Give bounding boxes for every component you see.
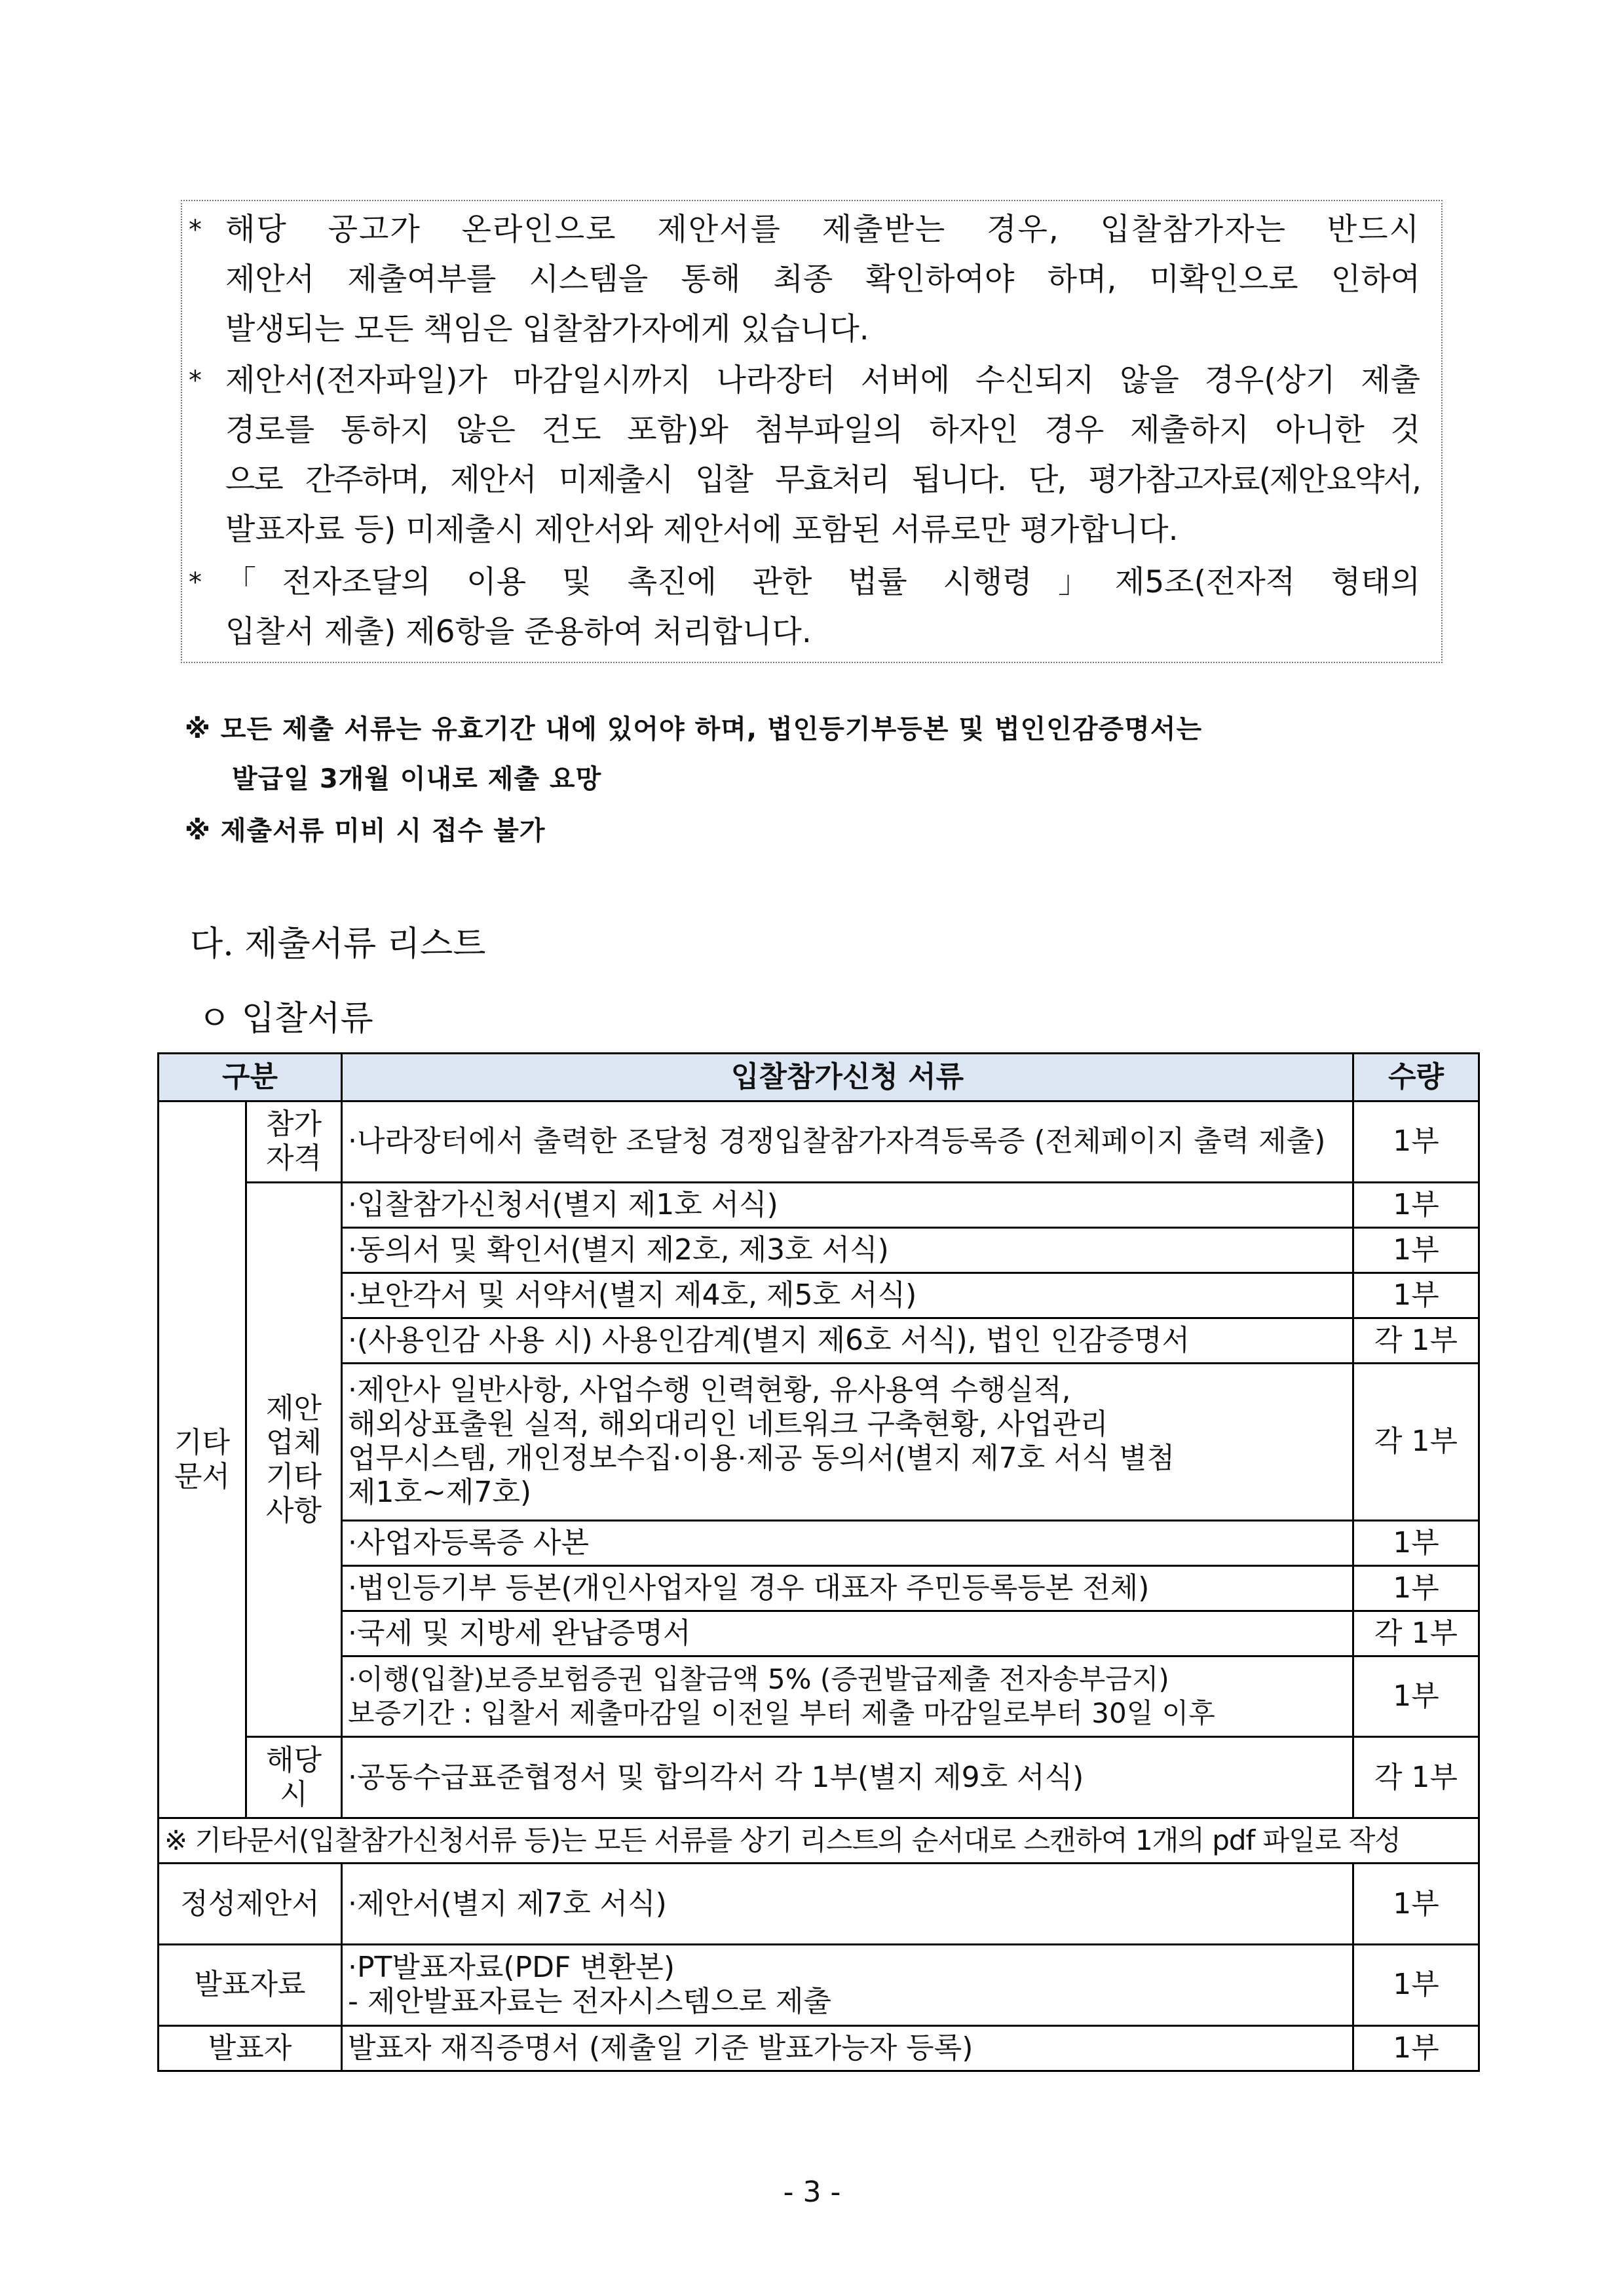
- sub-label-applicable: 해당 시: [246, 1737, 342, 1818]
- sub-label-company: 제안 업체 기타 사항: [246, 1182, 342, 1736]
- note-item: [189, 205, 1420, 354]
- table-row: [159, 1945, 1479, 2026]
- doc-cell: ·나라장터에서 출력한 조달청 경쟁입찰참가자격등록증 (전체페이지 출력 제출): [342, 1101, 1353, 1183]
- note-line: 발생되는 모든 책임은 입찰참가자에게 있습니다.: [225, 311, 869, 347]
- note-marker: *: [189, 366, 202, 396]
- doc-cell: ·제안사 일반사항, 사업수행 인력현황, 유사용역 수행실적, 해외상표출원 실적, 해외대리인 네트워크 구축현황, 사업관리 업무시스템, 개인정보수집·이용·제공 동의서(별지 제7호 서식 별첨 제1호~제7호): [342, 1363, 1353, 1520]
- qty-cell: 1부: [1353, 1101, 1479, 1183]
- table-row: [159, 1656, 1479, 1737]
- doc-cell: ·PT발표자료(PDF 변환본) - 제안발표자료는 전자시스템으로 제출: [342, 1945, 1353, 2026]
- row-label: 정성제안서: [159, 1864, 342, 1945]
- qty-cell: 1부: [1353, 1182, 1479, 1227]
- doc-cell: ·공동수급표준협정서 및 합의각서 각 1부(별지 제9호 서식): [342, 1737, 1353, 1818]
- remark: [185, 806, 1469, 856]
- section-heading: 다. 제출서류 리스트: [190, 925, 486, 964]
- table-note: ※ 기타문서(입찰참가신청서류 등)는 모든 서류를 상기 리스트의 순서대로 스캔하여 1개의 pdf 파일로 작성: [159, 1818, 1479, 1864]
- remark-line: ※ 제출서류 미비 시 접수 불가: [185, 816, 546, 846]
- notice-box: [181, 200, 1443, 663]
- table-row: [159, 1227, 1479, 1272]
- sub-label-participation: 참가 자격: [246, 1101, 342, 1183]
- qty-cell: 1부: [1353, 1565, 1479, 1611]
- doc-cell: ·이행(입찰)보증보험증권 입찰금액 5% (증권발급제출 전자송부금지) 보증기간 : 입찰서 제출마감일 이전일 부터 제출 마감일로부터 30일 이후: [342, 1656, 1353, 1737]
- header-documents: 입찰참가신청 서류: [342, 1054, 1353, 1101]
- doc-cell: ·제안서(별지 제7호 서식): [342, 1864, 1353, 1945]
- header-quantity: 수량: [1353, 1054, 1479, 1101]
- table-row: [159, 1363, 1479, 1520]
- qty-cell: 각 1부: [1353, 1363, 1479, 1520]
- remark: [185, 704, 1469, 804]
- note-line: 발표자료 등) 미제출시 제안서와 제안서에 포함된 서류로만 평가합니다.: [225, 512, 1179, 548]
- table-row: [159, 1737, 1479, 1818]
- table-row: [159, 1101, 1479, 1183]
- row-label: 발표자: [159, 2025, 342, 2071]
- qty-cell: 1부: [1353, 1272, 1479, 1318]
- doc-cell: ·(사용인감 사용 시) 사용인감계(별지 제6호 서식), 법인 인감증명서: [342, 1318, 1353, 1363]
- table-row: [159, 1864, 1479, 1945]
- note-marker: *: [189, 215, 202, 245]
- table-header-row: [159, 1054, 1479, 1101]
- table-row: [159, 1318, 1479, 1363]
- note-line: 으로 간주하며, 제안서 미제출시 입찰 무효처리 됩니다. 단, 평가참고자료(제안요약서,: [225, 462, 1420, 498]
- qty-cell: 1부: [1353, 1945, 1479, 2026]
- page-number: - 3 -: [783, 2175, 841, 2209]
- doc-cell: ·동의서 및 확인서(별지 제2호, 제3호 서식): [342, 1227, 1353, 1272]
- note-line: 해당 공고가 온라인으로 제안서를 제출받는 경우, 입찰참가자는 반드시: [225, 212, 1420, 248]
- note-line: 경로를 통하지 않은 건도 포함)와 첨부파일의 하자인 경우 제출하지 아니한 것: [225, 412, 1420, 448]
- table-note-row: [159, 1818, 1479, 1864]
- note-marker: *: [189, 567, 202, 598]
- header-category: 구분: [159, 1054, 342, 1101]
- table-row: [159, 2025, 1479, 2071]
- table-row: [159, 1565, 1479, 1611]
- qty-cell: 1부: [1353, 1656, 1479, 1737]
- remark-line: 발급일 3개월 이내로 제출 요망: [232, 764, 602, 794]
- note-line: 「전자조달의 이용 및 촉진에 관한 법률 시행령」제5조(전자적 형태의: [225, 564, 1420, 600]
- doc-cell: ·국세 및 지방세 완납증명서: [342, 1611, 1353, 1656]
- doc-cell: 발표자 재직증명서 (제출일 기준 발표가능자 등록): [342, 2025, 1353, 2071]
- table-row: [159, 1182, 1479, 1227]
- note-line: 제안서(전자파일)가 마감일시까지 나라장터 서버에 수신되지 않을 경우(상기 제출: [225, 362, 1420, 398]
- table-row: [159, 1272, 1479, 1318]
- doc-cell: ·법인등기부 등본(개인사업자일 경우 대표자 주민등록등본 전체): [342, 1565, 1353, 1611]
- qty-cell: 1부: [1353, 2025, 1479, 2071]
- table-row: [159, 1520, 1479, 1565]
- qty-cell: 1부: [1353, 1227, 1479, 1272]
- note-line: 입찰서 제출) 제6항을 준용하여 처리합니다.: [225, 614, 812, 650]
- note-item: [189, 356, 1420, 555]
- doc-cell: ·사업자등록증 사본: [342, 1520, 1353, 1565]
- submission-documents-table: [157, 1052, 1480, 2072]
- remark-line: ※ 모든 제출 서류는 유효기간 내에 있어야 하며, 법인등기부등본 및 법인인감증명서는: [185, 714, 1203, 744]
- doc-cell: ·보안각서 및 서약서(별지 제4호, 제5호 서식): [342, 1272, 1353, 1318]
- note-item: [189, 558, 1420, 657]
- qty-cell: 각 1부: [1353, 1737, 1479, 1818]
- doc-cell: ·입찰참가신청서(별지 제1호 서식): [342, 1182, 1353, 1227]
- qty-cell: 1부: [1353, 1520, 1479, 1565]
- note-line: 제안서 제출여부를 시스템을 통해 최종 확인하여야 하며, 미확인으로 인하여: [225, 261, 1420, 297]
- qty-cell: 각 1부: [1353, 1318, 1479, 1363]
- subsection-heading: ㅇ 입찰서류: [198, 999, 373, 1039]
- table-row: [159, 1611, 1479, 1656]
- qty-cell: 각 1부: [1353, 1611, 1479, 1656]
- group-label-other-docs: 기타 문서: [159, 1101, 246, 1818]
- qty-cell: 1부: [1353, 1864, 1479, 1945]
- row-label: 발표자료: [159, 1945, 342, 2026]
